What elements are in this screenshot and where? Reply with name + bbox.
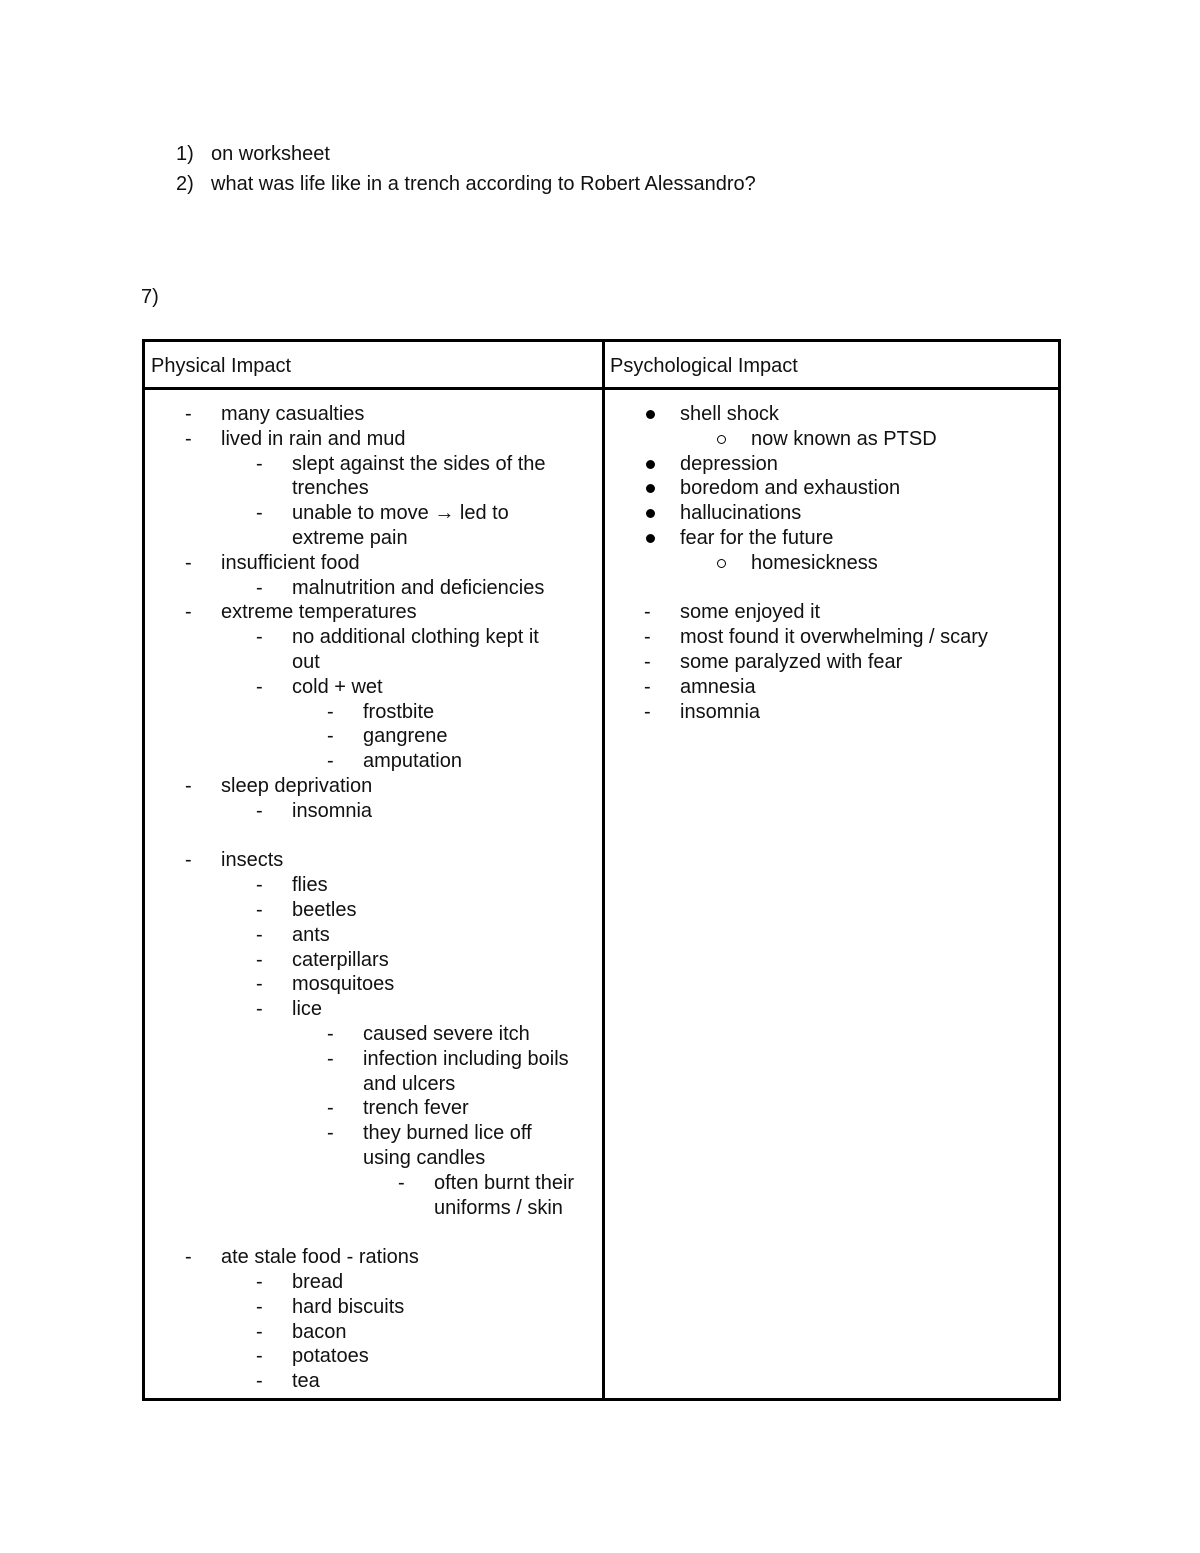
dash-bullet: - [644, 651, 651, 673]
dash-bullet: - [256, 675, 263, 698]
question-number: 1) [176, 143, 194, 165]
list-item: caused severe itch [363, 1023, 530, 1045]
list-item: lice [292, 998, 323, 1021]
dash-bullet: - [256, 576, 263, 599]
question-2 [176, 172, 756, 196]
dash-bullet: - [256, 799, 263, 822]
dash-bullet: - [256, 1295, 263, 1318]
list-item: hallucinations [680, 502, 802, 525]
dash-bullet: - [644, 675, 651, 698]
list-item: no additional clothing kept it [292, 626, 539, 649]
list-item: tea [292, 1370, 320, 1393]
list-item: gangrene [363, 725, 448, 748]
filled-bullet-icon [646, 410, 655, 419]
list-item: insomnia [680, 700, 761, 723]
list-item: sleep deprivation [221, 775, 373, 797]
list-item: extreme pain [292, 527, 408, 549]
dash-bullet: - [327, 1097, 334, 1120]
question-text: on worksheet [211, 143, 330, 165]
dash-bullet: - [256, 626, 263, 649]
dash-bullet: - [256, 973, 263, 996]
list-item: flies [292, 874, 328, 897]
dash-bullet: - [644, 626, 651, 649]
list-item: mosquitoes [292, 973, 395, 996]
dash-bullet: - [256, 874, 263, 897]
filled-bullet-icon [646, 460, 655, 469]
filled-bullet-icon [646, 484, 655, 493]
list-item: trenches [292, 477, 369, 500]
dash-bullet: - [256, 998, 263, 1021]
dash-bullet: - [398, 1171, 405, 1194]
list-item: shell shock [680, 403, 779, 425]
list-item: most found it overwhelming / scary [680, 626, 988, 649]
dash-bullet: - [256, 1345, 263, 1368]
dash-bullet: - [185, 403, 192, 425]
list-item: using candles [363, 1147, 486, 1169]
dash-bullet: - [327, 700, 334, 723]
list-item: insufficient food [221, 551, 360, 574]
dash-bullet: - [327, 1023, 334, 1045]
question-text: what was life like in a trench according to Robert Alessandro? [211, 173, 756, 195]
dash-bullet: - [327, 725, 334, 748]
list-item: extreme temperatures [221, 601, 417, 624]
header-psychological-impact: Psychological Impact [610, 355, 798, 377]
list-item: often burnt their [434, 1171, 575, 1194]
list-item: caterpillars [292, 948, 389, 971]
list-item: potatoes [292, 1345, 369, 1368]
dash-bullet: - [256, 1320, 263, 1343]
list-item: bread [292, 1271, 344, 1293]
dash-bullet: - [644, 700, 651, 723]
list-item: infection including boils [363, 1047, 569, 1070]
list-item: depression [680, 452, 778, 475]
list-item: trench fever [363, 1097, 469, 1120]
dash-bullet: - [185, 427, 192, 450]
list-item: fear for the future [680, 527, 834, 549]
dash-bullet: - [256, 1370, 263, 1393]
list-item: out [292, 651, 320, 673]
list-item: ate stale food - rations [221, 1246, 419, 1269]
column-divider [602, 342, 605, 1398]
dash-bullet: - [644, 601, 651, 624]
dash-bullet: - [327, 1047, 334, 1070]
hollow-bullet-icon [717, 559, 726, 568]
dash-bullet: - [185, 1246, 192, 1269]
list-item: frostbite [363, 700, 435, 723]
dash-bullet: - [185, 601, 192, 624]
list-item: insects [221, 849, 284, 872]
list-item: some enjoyed it [680, 601, 821, 624]
list-item: homesickness [751, 551, 878, 574]
dash-bullet: - [185, 775, 192, 797]
dash-bullet: - [256, 899, 263, 921]
list-item: boredom and exhaustion [680, 477, 901, 500]
dash-bullet: - [327, 750, 334, 773]
filled-bullet-icon [646, 509, 655, 518]
list-item: slept against the sides of the [292, 452, 546, 475]
list-item: unable to move → led to [292, 502, 509, 525]
list-item: insomnia [292, 799, 373, 822]
list-item: cold + wet [292, 675, 383, 698]
hollow-bullet-icon [717, 435, 726, 444]
dash-bullet: - [256, 1271, 263, 1293]
dash-bullet: - [185, 849, 192, 872]
list-item: now known as PTSD [751, 427, 937, 450]
list-item: uniforms / skin [434, 1196, 563, 1219]
list-item: amnesia [680, 675, 756, 698]
list-item: many casualties [221, 403, 365, 425]
list-item: beetles [292, 899, 357, 921]
dash-bullet: - [185, 551, 192, 574]
dash-bullet: - [256, 452, 263, 475]
question-1 [176, 142, 330, 166]
list-item: they burned lice off [363, 1122, 532, 1145]
list-item: lived in rain and mud [221, 427, 406, 450]
list-item: bacon [292, 1320, 347, 1343]
filled-bullet-icon [646, 534, 655, 543]
dash-bullet: - [256, 948, 263, 971]
impact-table [142, 339, 1061, 1401]
list-item: hard biscuits [292, 1295, 405, 1318]
dash-bullet: - [256, 923, 263, 946]
list-item: malnutrition and deficiencies [292, 576, 545, 599]
list-item: amputation [363, 750, 462, 773]
dash-bullet: - [327, 1122, 334, 1145]
question-number: 2) [176, 173, 194, 195]
list-item: ants [292, 923, 330, 946]
list-item: some paralyzed with fear [680, 651, 903, 673]
header-physical-impact: Physical Impact [151, 355, 292, 377]
dash-bullet: - [256, 502, 263, 525]
list-item: and ulcers [363, 1072, 456, 1095]
section-label: 7) [141, 286, 159, 308]
